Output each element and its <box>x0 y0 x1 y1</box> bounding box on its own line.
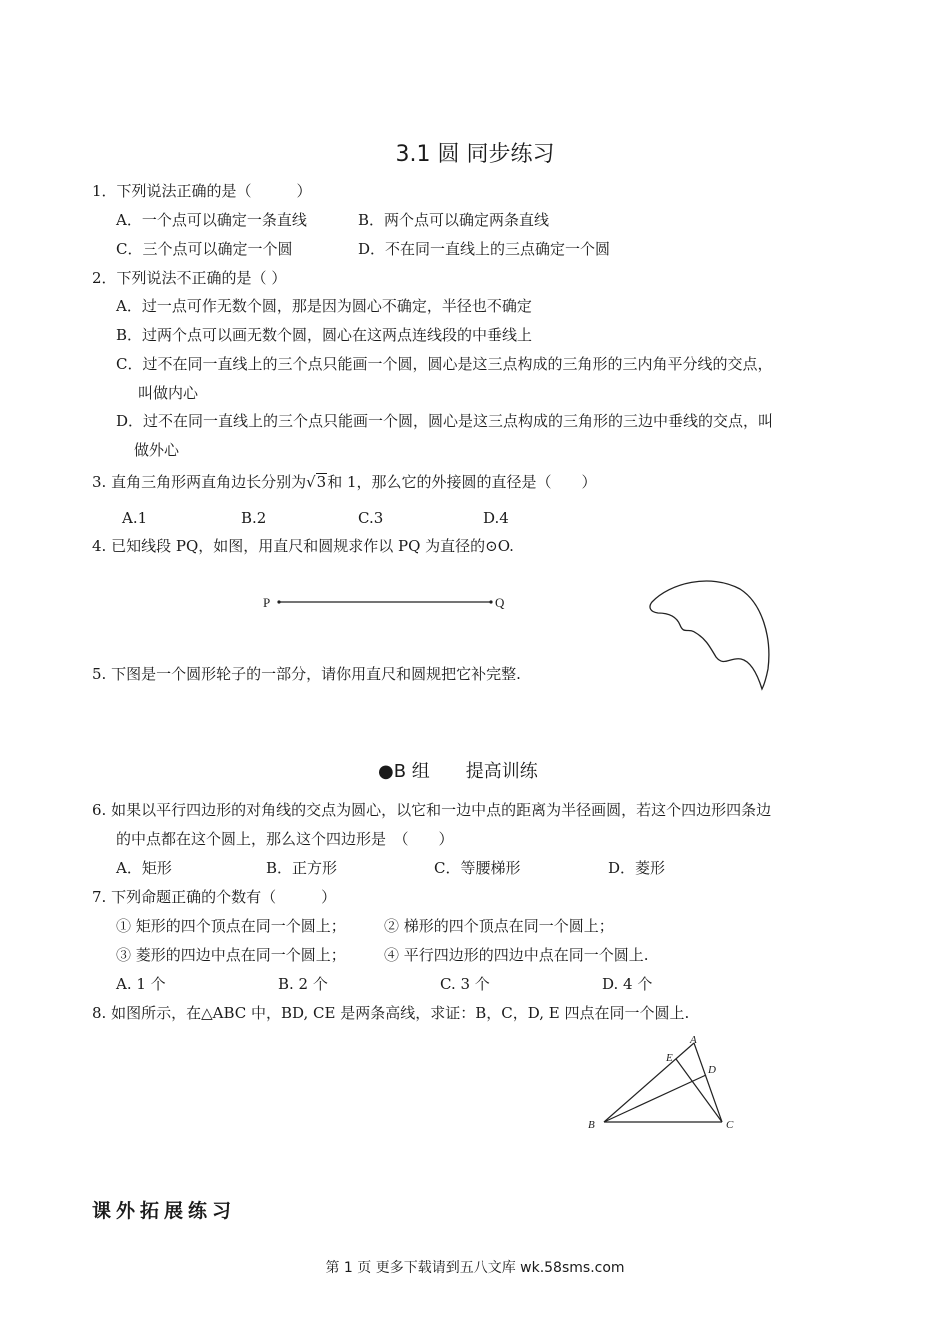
q6-option-d: D．菱形 <box>608 859 666 877</box>
q3-stem-post: 和 1，那么它的外接圆的直径是（ ） <box>327 473 597 491</box>
q5-stem: 5. 下图是一个圆形轮子的一部分，请你用直尺和圆规把它补完整. <box>92 665 521 683</box>
q7-option-d: D. 4 个 <box>602 975 653 993</box>
q6-option-a: A．矩形 <box>116 859 172 877</box>
q8-stem: 8. 如图所示，在△ABC 中，BD, CE 是两条高线，求证：B，C，D, E 四点在同一个圆上. <box>92 1004 690 1022</box>
q1-stem: 1．下列说法正确的是（ ） <box>92 182 312 200</box>
q2-option-c-line1: C．过不在同一直线上的三个点只能画一个圆，圆心是这三点构成的三角形的三内角平分线的交点， <box>116 355 773 373</box>
q3-stem <box>92 472 597 492</box>
sqrt-symbol: √ <box>306 473 316 491</box>
q6-stem-line1: 6. 如果以平行四边形的对角线的交点为圆心，以它和一边中点的距离为半径画圆，若这个四边形四条边 <box>92 801 772 819</box>
point-q <box>489 600 492 603</box>
label-p: P <box>263 595 271 610</box>
label-e: E <box>666 1052 673 1064</box>
q7-option-c: C. 3 个 <box>440 975 490 993</box>
q4-stem: 4. 已知线段 PQ，如图，用直尺和圆规求作以 PQ 为直径的⊙O. <box>92 537 514 555</box>
label-c: C <box>726 1119 734 1131</box>
label-b: B <box>588 1119 595 1131</box>
q1-option-c: C．三个点可以确定一个圆 <box>116 240 293 258</box>
q1-option-b: B．两个点可以确定两条直线 <box>358 211 550 229</box>
q2-option-b: B．过两个点可以画无数个圆，圆心在这两点连线段的中垂线上 <box>116 326 533 344</box>
wheel-fragment-figure <box>640 575 780 695</box>
wheel-arc <box>650 581 769 689</box>
q2-option-c-line2: 叫做内心 <box>138 384 199 402</box>
label-q: Q <box>495 595 505 610</box>
triangle-abc-figure <box>580 1030 750 1135</box>
q2-option-d-line1: D．过不在同一直线上的三个点只能画一个圆，圆心是这三点构成的三角形的三边中垂线的交点，叫 <box>116 412 774 430</box>
q2-stem: 2．下列说法不正确的是（ ） <box>92 269 287 287</box>
q2-option-a: A．过一点可作无数个圆，那是因为圆心不确定，半径也不确定 <box>116 297 532 315</box>
q7-option-a: A. 1 个 <box>116 975 166 993</box>
q7-option-b: B. 2 个 <box>278 975 328 993</box>
q7-proposition-1: ① 矩形的四个顶点在同一个圆上； <box>116 917 346 935</box>
page-title: 3.1 圆 同步练习 <box>395 142 555 167</box>
side-ba <box>604 1043 694 1122</box>
page-footer: 第 1 页 更多下载请到五八文库 wk.58sms.com <box>325 1260 625 1276</box>
q3-option-c: C.3 <box>358 509 384 527</box>
side-ac <box>694 1043 722 1122</box>
q7-stem: 7. 下列命题正确的个数有（ ） <box>92 888 337 906</box>
q3-option-a: A.1 <box>122 509 148 527</box>
q6-option-b: B．正方形 <box>266 859 338 877</box>
label-a: A <box>690 1034 697 1046</box>
extension-heading: 课外拓展练习 <box>92 1200 237 1222</box>
point-p <box>277 600 280 603</box>
q3-stem-pre: 3. 直角三角形两直角边长分别为 <box>92 473 307 491</box>
section-b-heading: ●B 组 提高训练 <box>378 761 538 782</box>
altitude-bd <box>604 1075 706 1122</box>
segment-pq-figure <box>255 588 520 618</box>
q7-proposition-3: ③ 菱形的四边中点在同一个圆上； <box>116 946 346 964</box>
sqrt-radicand: 3 <box>316 473 327 491</box>
q7-proposition-2: ② 梯形的四个顶点在同一个圆上； <box>384 917 614 935</box>
q6-stem-line2: 的中点都在这个圆上，那么这个四边形是 （ ） <box>116 830 454 848</box>
q1-option-d: D．不在同一直线上的三点确定一个圆 <box>358 240 611 258</box>
q6-option-c: C．等腰梯形 <box>434 859 521 877</box>
q1-option-a: A．一个点可以确定一条直线 <box>116 211 307 229</box>
q7-proposition-4: ④ 平行四边形的四边中点在同一个圆上. <box>384 946 649 964</box>
label-d: D <box>708 1064 716 1076</box>
q3-option-b: B.2 <box>241 509 267 527</box>
q3-option-d: D.4 <box>483 509 509 527</box>
q2-option-d-line2: 做外心 <box>134 441 180 459</box>
